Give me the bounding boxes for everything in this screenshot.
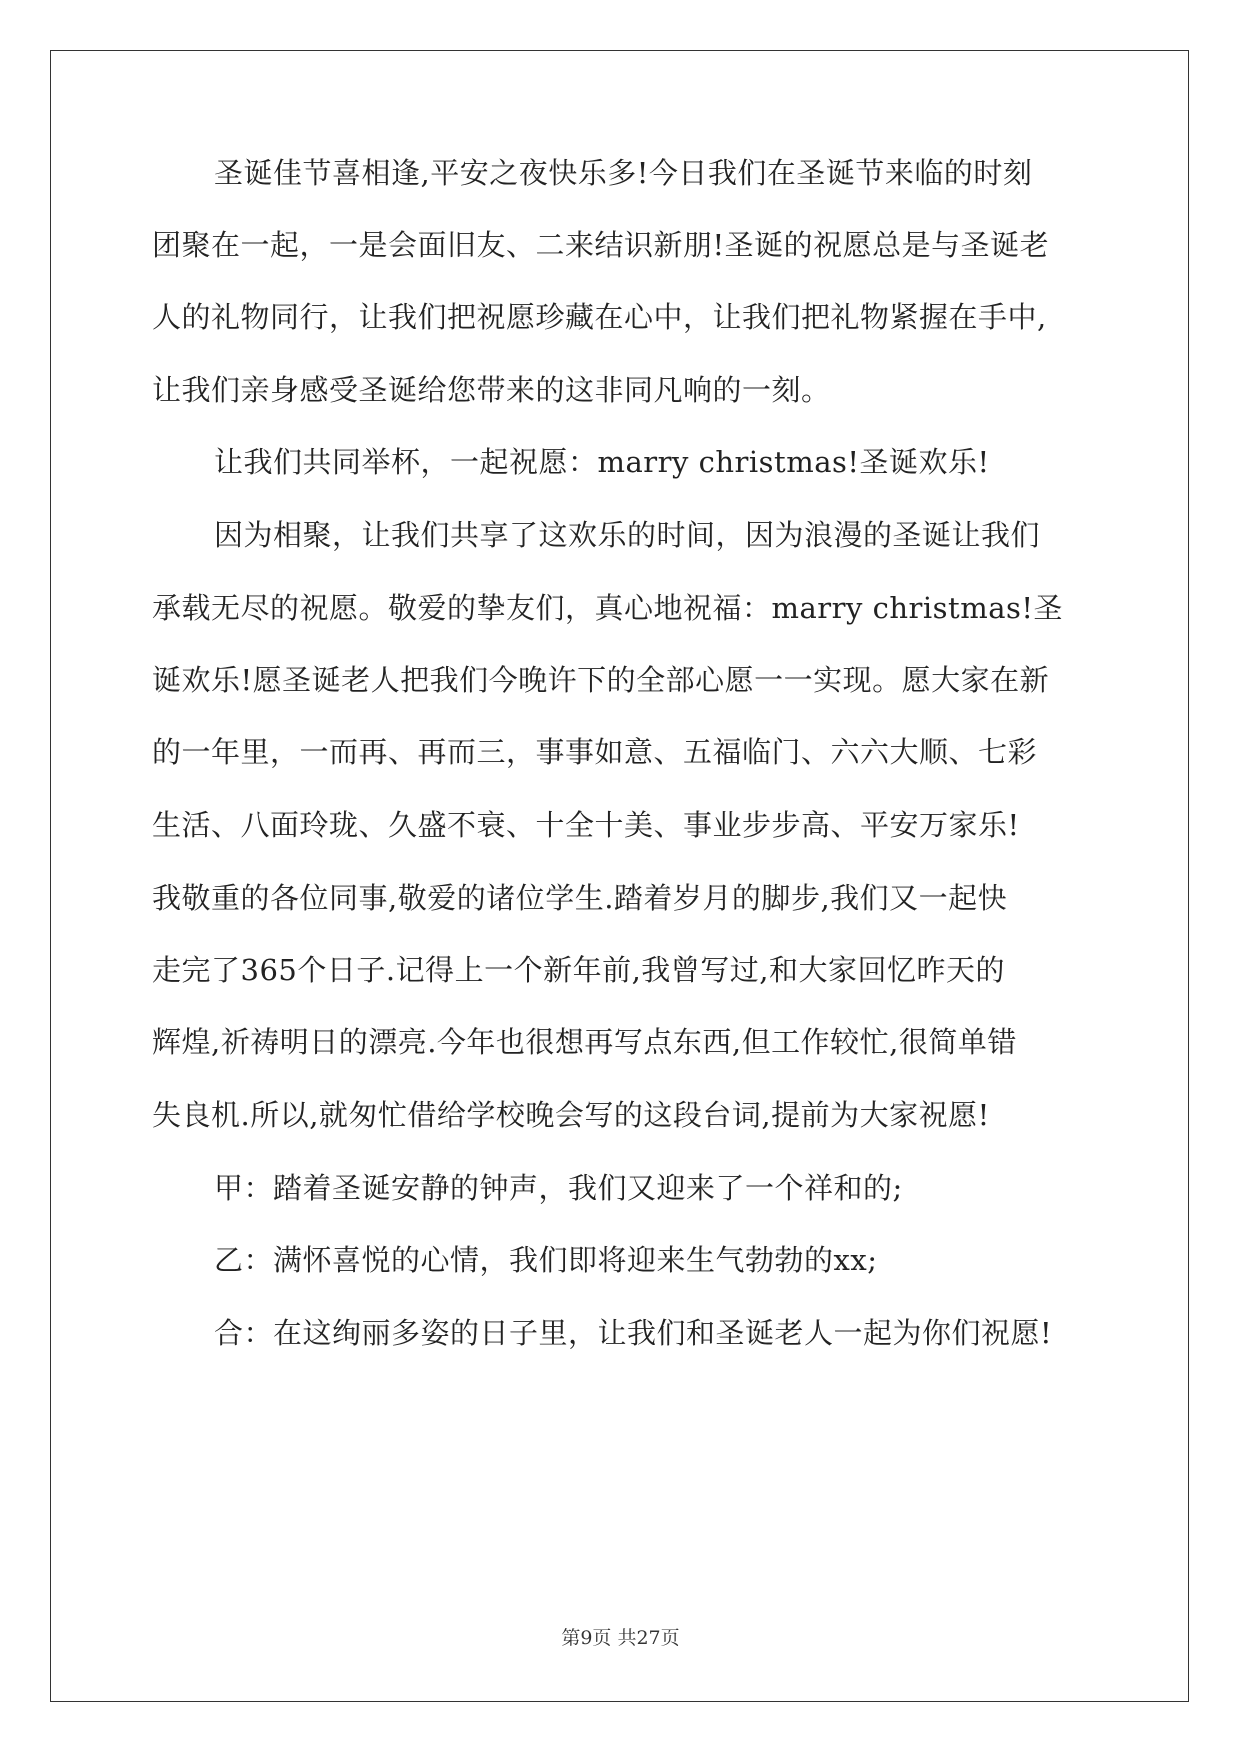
text-line: 因为相聚，让我们共享了这欢乐的时间，因为浪漫的圣诞让我们 xyxy=(214,518,1041,552)
text-line: 团聚在一起，一是会面旧友、二来结识新朋!圣诞的祝愿总是与圣诞老 xyxy=(152,228,1050,262)
text-line: 圣诞佳节喜相逢,平安之夜快乐多!今日我们在圣诞节来临的时刻 xyxy=(214,156,1033,190)
text-line: 的一年里，一而再、再而三，事事如意、五福临门、六六大顺、七彩 xyxy=(152,735,1038,769)
text-line: 人的礼物同行，让我们把祝愿珍藏在心中，让我们把礼物紧握在手中, xyxy=(152,300,1047,334)
page-border xyxy=(50,50,1189,1702)
text-line: 走完了365个日子.记得上一个新年前,我曾写过,和大家回忆昨天的 xyxy=(152,953,1006,987)
text-line: 甲：踏着圣诞安静的钟声，我们又迎来了一个祥和的; xyxy=(214,1171,903,1205)
text-line: 失良机.所以,就匆忙借给学校晚会写的这段台词,提前为大家祝愿! xyxy=(152,1098,990,1132)
text-line: 乙：满怀喜悦的心情，我们即将迎来生气勃勃的xx; xyxy=(214,1243,878,1277)
text-line: 让我们亲身感受圣诞给您带来的这非同凡响的一刻。 xyxy=(152,373,831,407)
text-line: 我敬重的各位同事,敬爱的诸位学生.踏着岁月的脚步,我们又一起快 xyxy=(152,881,1008,915)
page-number: 第9页 共27页 xyxy=(561,1627,680,1649)
text-line: 生活、八面玲珑、久盛不衰、十全十美、事业步步高、平安万家乐! xyxy=(152,808,1020,842)
text-line: 让我们共同举杯，一起祝愿：marry christmas!圣诞欢乐! xyxy=(214,445,990,479)
text-line: 合：在这绚丽多姿的日子里，让我们和圣诞老人一起为你们祝愿! xyxy=(214,1316,1053,1350)
text-line: 承载无尽的祝愿。敬爱的挚友们，真心地祝福：marry christmas!圣 xyxy=(152,591,1064,625)
text-line: 辉煌,祈祷明日的漂亮.今年也很想再写点东西,但工作较忙,很简单错 xyxy=(152,1025,1017,1059)
text-line: 诞欢乐!愿圣诞老人把我们今晚许下的全部心愿一一实现。愿大家在新 xyxy=(152,663,1050,697)
